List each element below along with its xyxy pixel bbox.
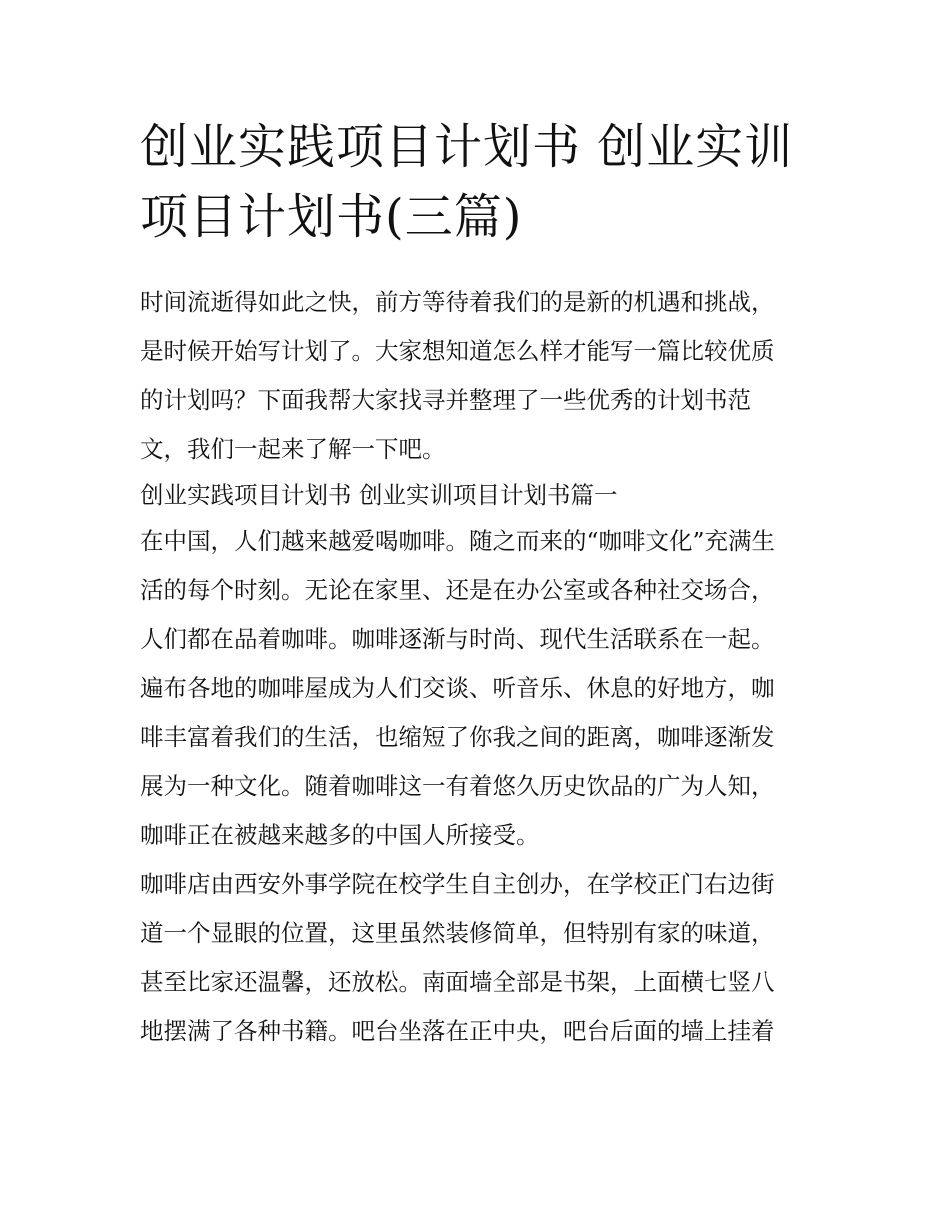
text-line: 甚至比家还温馨，还放松。南面墙全部是书架，上面横七竖八 (140, 968, 775, 996)
document-title (140, 112, 840, 252)
text-line: 咖啡正在被越来越多的中国人所接受。 (140, 821, 540, 849)
text-line: 时间流逝得如此之快，前方等待着我们的是新的机遇和挑战， (140, 288, 775, 316)
intro-paragraph (140, 278, 830, 474)
document-body (140, 278, 830, 1056)
section-heading (140, 474, 830, 517)
text-line: 文，我们一起来了解一下吧。 (140, 435, 446, 463)
text-line: 在中国，人们越来越爱喝咖啡。随之而来的“咖啡文化”充满生 (140, 527, 776, 555)
text-line: 地摆满了各种书籍。吧台坐落在正中央，吧台后面的墙上挂着 (140, 1017, 775, 1045)
body-paragraph (140, 860, 830, 1056)
title-line: 创业实践项目计划书 创业实训 (140, 119, 794, 175)
text-line: 道一个显眼的位置，这里虽然装修简单，但特别有家的味道， (140, 919, 775, 947)
text-line: 人们都在品着咖啡。咖啡逐渐与时尚、现代生活联系在一起。 (140, 625, 775, 653)
title-line: 项目计划书(三篇) (140, 189, 523, 245)
text-line: 展为一种文化。随着咖啡这一有着悠久历史饮品的广为人知， (140, 772, 775, 800)
body-paragraph (140, 517, 830, 860)
text-line: 遍布各地的咖啡屋成为人们交谈、听音乐、休息的好地方，咖 (140, 674, 775, 702)
section-heading-text: 创业实践项目计划书 创业实训项目计划书篇一 (140, 481, 618, 509)
text-line: 活的每个时刻。无论在家里、还是在办公室或各种社交场合， (140, 576, 775, 604)
text-line: 啡丰富着我们的生活，也缩短了你我之间的距离，咖啡逐渐发 (140, 723, 775, 751)
text-line: 咖啡店由西安外事学院在校学生自主创办，在学校正门右边街 (140, 870, 775, 898)
text-line: 的计划吗？下面我帮大家找寻并整理了一些优秀的计划书范 (140, 386, 751, 414)
text-line: 是时候开始写计划了。大家想知道怎么样才能写一篇比较优质 (140, 337, 775, 365)
